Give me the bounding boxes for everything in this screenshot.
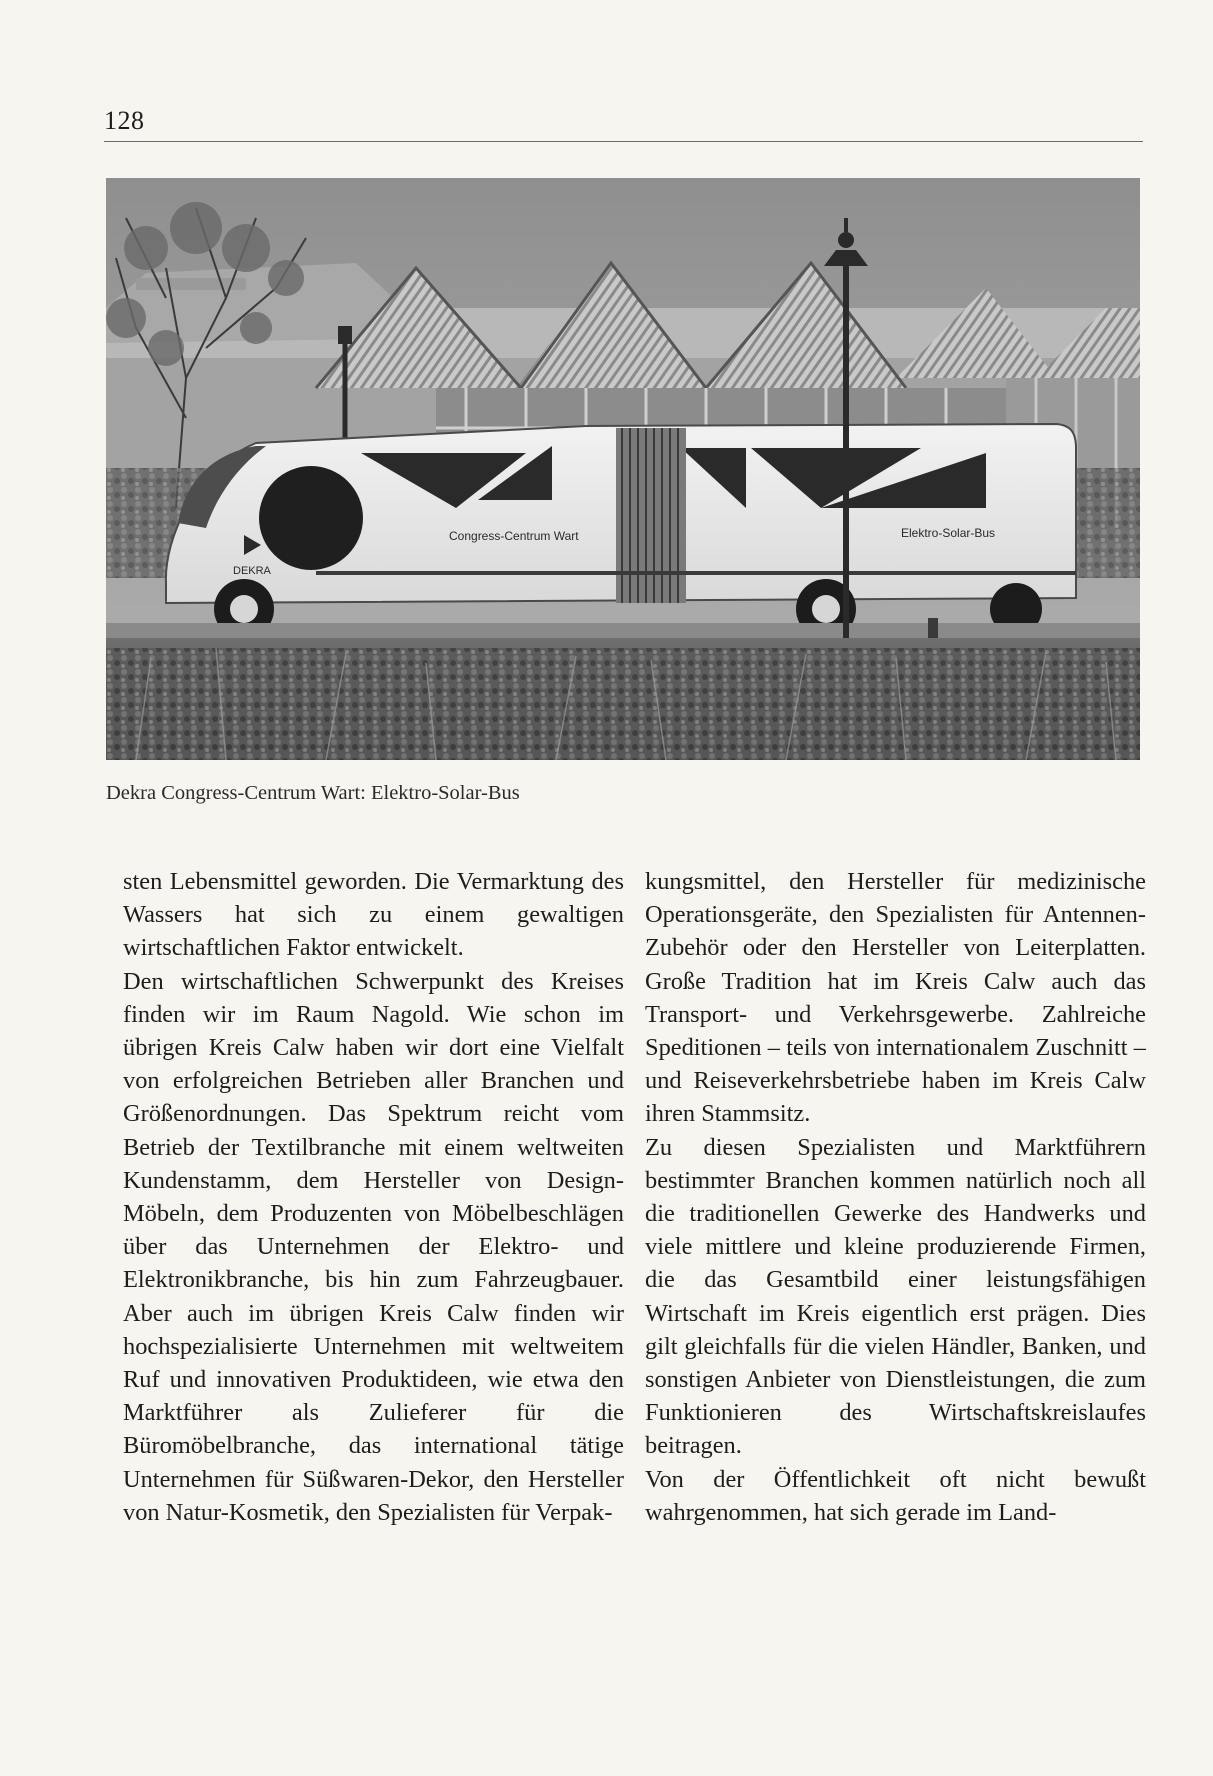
paragraph: Den wirtschaftlichen Schwerpunkt des Kreises finden wir im Raum Nagold. Wie schon im übrigen Kreis Calw haben wir dort eine Vielfalt von erfolgreichen Betrieben aller Branchen und Größenordnungen. Das Spektrum reicht vom Betrieb der Textilbranche mit einem weltweiten Kundenstamm, dem Hersteller von Design-Möbeln, dem Produzenten von Möbelbeschlägen über das Unternehmen der Elektro- und Elektronikbranche, bis hin zum Fahrzeugbauer. Aber auch im übrigen Kreis Calw finden wir hochspezialisierte Unternehmen mit weltweitem Ruf und innovativen Produktideen, wie etwa den Marktführer als Zulieferer für die Büromöbelbranche, das international tätige Unternehmen für Süßwaren-Dekor, den Hersteller von Natur-Kosmetik, den Spezialisten für Verpak- xyxy=(123,967,624,1526)
paragraph: Zu diesen Spezialisten und Marktführern bestimmter Branchen kommen natürlich noch all die traditionellen Gewerke des Handwerks und viele mittlere und kleine produzierende Firmen, die das Gesamtbild einer leistungsfähigen Wirtschaft im Kreis eigentlich erst prägen. Dies gilt gleichfalls für die vielen Händler, Banken, und sonstigen Anbieter von Dienstleistungen, die zum Funktionieren des Wirtschaftskreislaufes beitragen. xyxy=(645,1133,1146,1460)
text-column-right xyxy=(645,865,1146,1529)
paragraph: kungsmittel, den Hersteller für medizinische Operationsgeräte, den Spezialisten für Antennen-Zubehör oder den Hersteller von Leiterplatten. Große Tradition hat im Kreis Calw auch das Transport- und Verkehrsgewerbe. Zahlreiche Speditionen – teils von internationalem Zuschnitt – und Reiseverkehrsbetriebe haben im Kreis Calw ihren Stammsitz. xyxy=(645,868,1146,1128)
bus-logo-text: DEKRA xyxy=(233,565,271,577)
text-column-left xyxy=(123,865,624,1529)
bus-label-middle: Congress-Centrum Wart xyxy=(449,529,579,543)
header-rule xyxy=(104,141,1143,142)
bus-label-rear: Elektro-Solar-Bus xyxy=(901,526,996,540)
figure-caption: Dekra Congress-Centrum Wart: Elektro-Solar-Bus xyxy=(106,782,520,804)
paragraph: sten Lebensmittel geworden. Die Vermarktung des Wassers hat sich zu einem gewaltigen wirtschaftlichen Faktor entwickelt. xyxy=(123,868,624,962)
page-number: 128 xyxy=(104,106,145,135)
bus-photo xyxy=(106,178,1140,760)
paragraph: Von der Öffentlichkeit oft nicht bewußt wahrgenommen, hat sich gerade im Land- xyxy=(645,1465,1146,1526)
